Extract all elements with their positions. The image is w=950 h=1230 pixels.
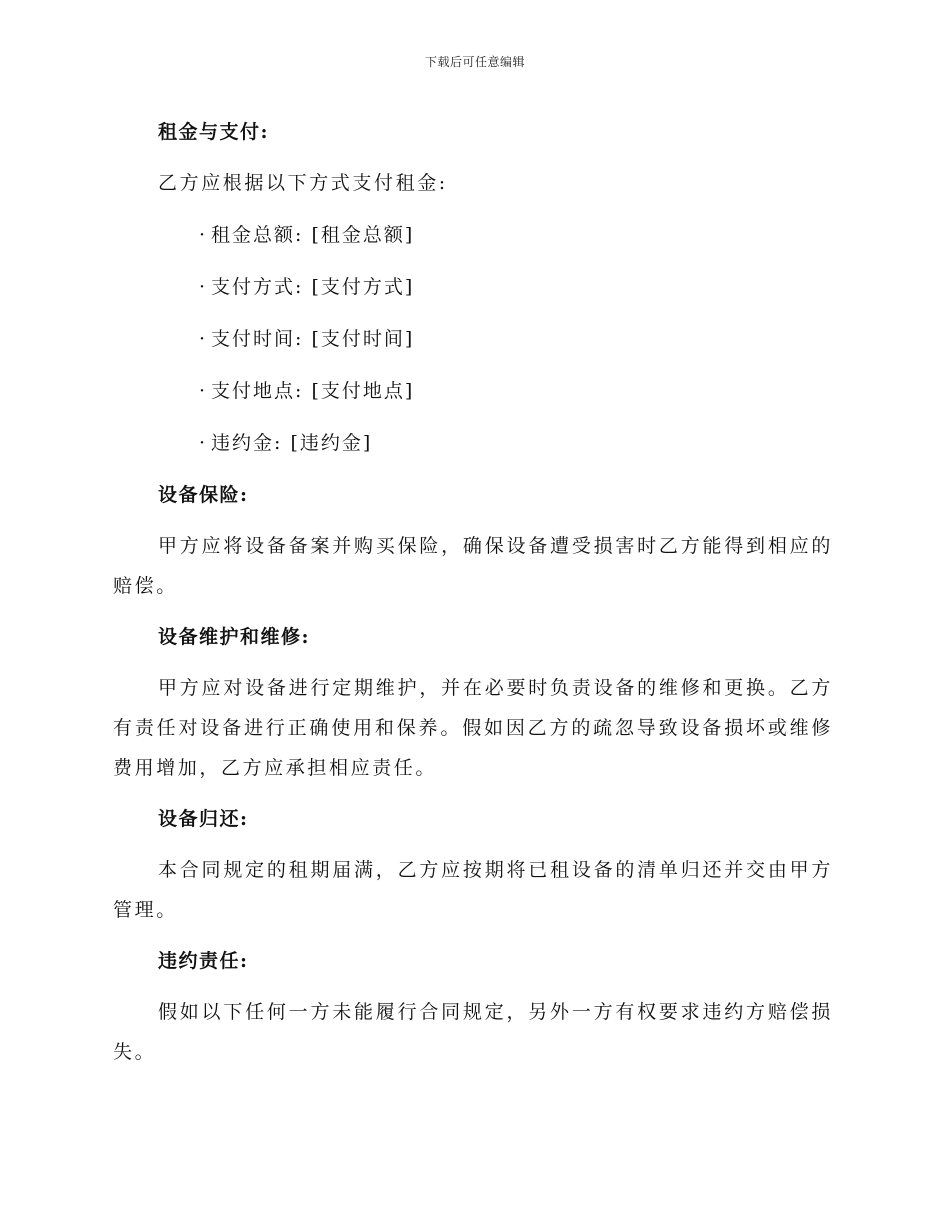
return-paragraph: 本合同规定的租期届满，乙方应按期将已租设备的清单归还并交由甲方管理。 bbox=[113, 859, 833, 921]
bullet-item bbox=[113, 267, 833, 307]
document-content bbox=[113, 112, 833, 1083]
bullet-dot-icon: · bbox=[199, 276, 208, 298]
bullet-item bbox=[113, 423, 833, 463]
bullet-item bbox=[113, 215, 833, 255]
rent-intro: 乙方应根据以下方式支付租金: bbox=[158, 172, 448, 194]
bullet-item bbox=[113, 319, 833, 359]
bullet-item bbox=[113, 371, 833, 411]
section-heading-rent: 租金与支付: bbox=[158, 121, 270, 143]
section-heading-breach: 违约责任: bbox=[158, 950, 249, 972]
bullet-dot-icon: · bbox=[199, 432, 208, 454]
page-header: 下载后可任意编辑 bbox=[424, 55, 525, 69]
maintenance-paragraph: 甲方应对设备进行定期维护，并在必要时负责设备的维修和更换。乙方有责任对设备进行正确使用和保养。假如因乙方的疏忽导致设备损坏或维修费用增加，乙方应承担相应责任。 bbox=[113, 677, 833, 779]
section-heading-return: 设备归还: bbox=[158, 808, 249, 830]
bullet-dot-icon: · bbox=[199, 224, 208, 246]
bullet-text: 支付时间: [支付时间] bbox=[211, 328, 415, 350]
insurance-paragraph: 甲方应将设备备案并购买保险，确保设备遭受损害时乙方能得到相应的赔偿。 bbox=[113, 535, 833, 597]
bullet-text: 支付方式: [支付方式] bbox=[211, 276, 415, 298]
section-heading-maintenance: 设备维护和维修: bbox=[158, 626, 311, 648]
bullet-dot-icon: · bbox=[199, 328, 208, 350]
bullet-text: 支付地点: [支付地点] bbox=[211, 380, 415, 402]
section-heading-insurance: 设备保险: bbox=[158, 484, 249, 506]
bullet-dot-icon: · bbox=[199, 380, 208, 402]
bullet-text: 违约金: [违约金] bbox=[211, 432, 373, 454]
breach-paragraph: 假如以下任何一方未能履行合同规定，另外一方有权要求违约方赔偿损失。 bbox=[113, 1001, 833, 1063]
bullet-text: 租金总额: [租金总额] bbox=[211, 224, 415, 246]
